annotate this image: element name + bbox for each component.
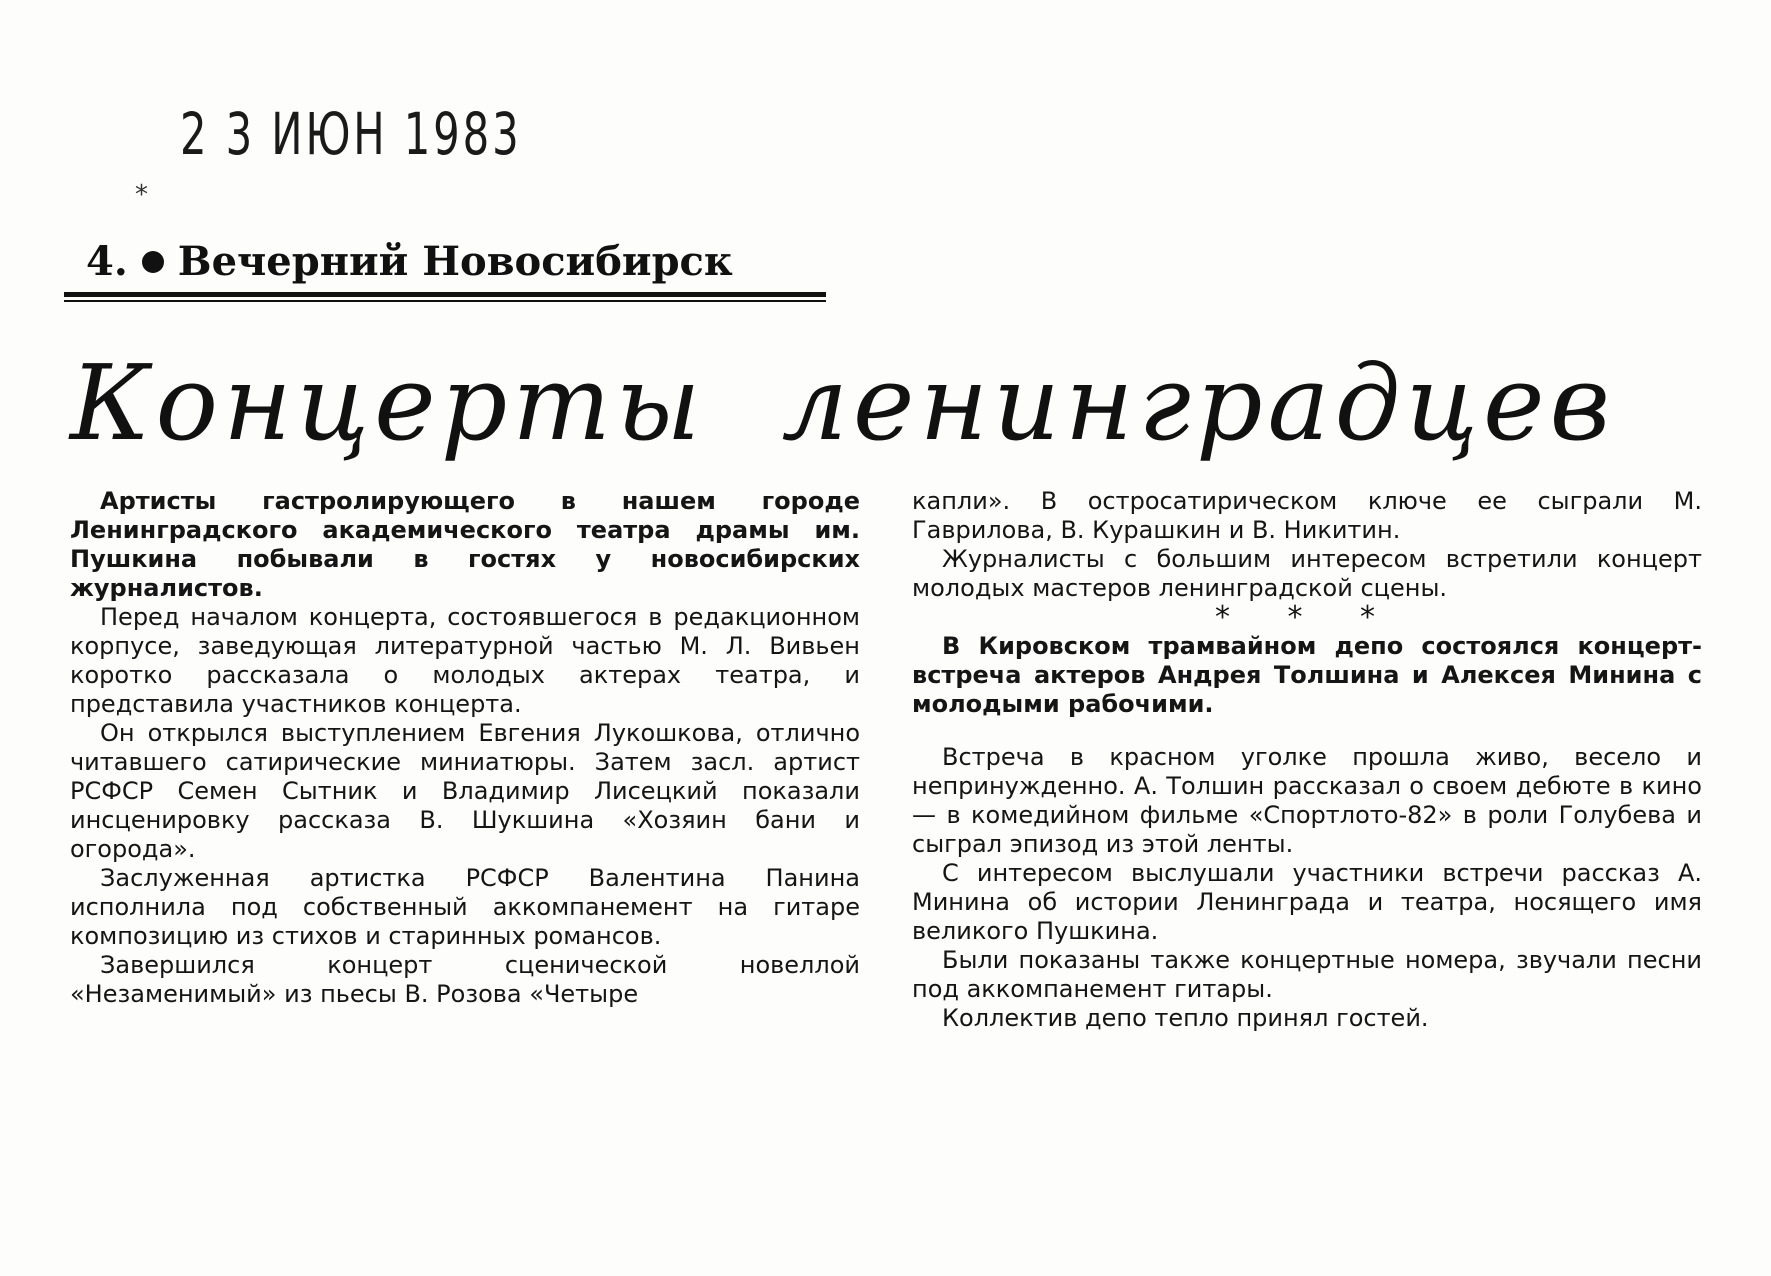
masthead-rule-thick <box>64 292 826 297</box>
paragraph: Заслуженная артистка РСФСР Валентина Панина исполнила под собственный аккомпанемент на гитаре композицию из стихов и старинных романсов. <box>70 864 860 950</box>
section-lead: В Кировском трамвайном депо состоялся концерт-встреча актеров Андрея Толшина и Алексея Минина с молодыми рабочими. <box>912 632 1702 718</box>
article-lead: Артисты гастролирующего в нашем городе Ленинградского академического театра драмы им. Пушкина побывали в гостях у новосибирских журналистов. <box>70 487 860 602</box>
paragraph: Были показаны также концертные номера, звучали песни под аккомпанемент гитары. <box>912 946 1702 1003</box>
paragraph-continuation: капли». В остросатирическом ключе ее сыграли М. Гаврилова, В. Курашкин и В. Никитин. <box>912 487 1702 544</box>
date-stamp: 2 3 ИЮН 1983 <box>180 100 522 168</box>
right-column <box>912 487 1702 1033</box>
bullet-dot-icon <box>142 251 164 273</box>
paragraph: Завершился концерт сценической новеллой «Незаменимый» из пьесы В. Розова «Четыре <box>70 951 860 1008</box>
paragraph: Коллектив депо тепло принял гостей. <box>942 1004 1429 1032</box>
section-separator: * * * <box>1214 600 1400 635</box>
newspaper-name: Вечерний Новосибирск <box>177 238 733 285</box>
paragraph: Перед началом концерта, состоявшегося в редакционном корпусе, заведующая литературной частью М. Л. Вивьен коротко рассказала о молодых актерах театра, и представила участников концерта. <box>70 603 860 718</box>
paragraph: Он открылся выступлением Евгения Лукошкова, отлично читавшего сатирические миниатюры. Затем засл. артист РСФСР Семен Сытник и Владимир Лисецкий показали инсценировку рассказа В. Шукшина «Хозяин бани и огорода». <box>70 719 860 863</box>
stamp-mark: * <box>135 180 148 210</box>
paragraph: Встреча в красном уголке прошла живо, весело и непринужденно. А. Толшин рассказал о своем дебюте в кино — в комедийном фильме «Спортлото-82» в роли Голубева и сыграл эпизод из этой ленты. <box>912 743 1702 858</box>
paragraph: Журналисты с большим интересом встретили концерт молодых мастеров ленинградской сцены. <box>912 545 1702 602</box>
masthead-rule-thin <box>64 300 826 302</box>
page-number: 4. <box>86 238 128 285</box>
left-column <box>70 487 860 1009</box>
masthead <box>86 238 733 285</box>
paragraph: С интересом выслушали участники встречи рассказ А. Минина об истории Ленинграда и театра, носящего имя великого Пушкина. <box>912 859 1702 945</box>
article-headline: Концерты ленинградцев <box>70 342 1616 464</box>
